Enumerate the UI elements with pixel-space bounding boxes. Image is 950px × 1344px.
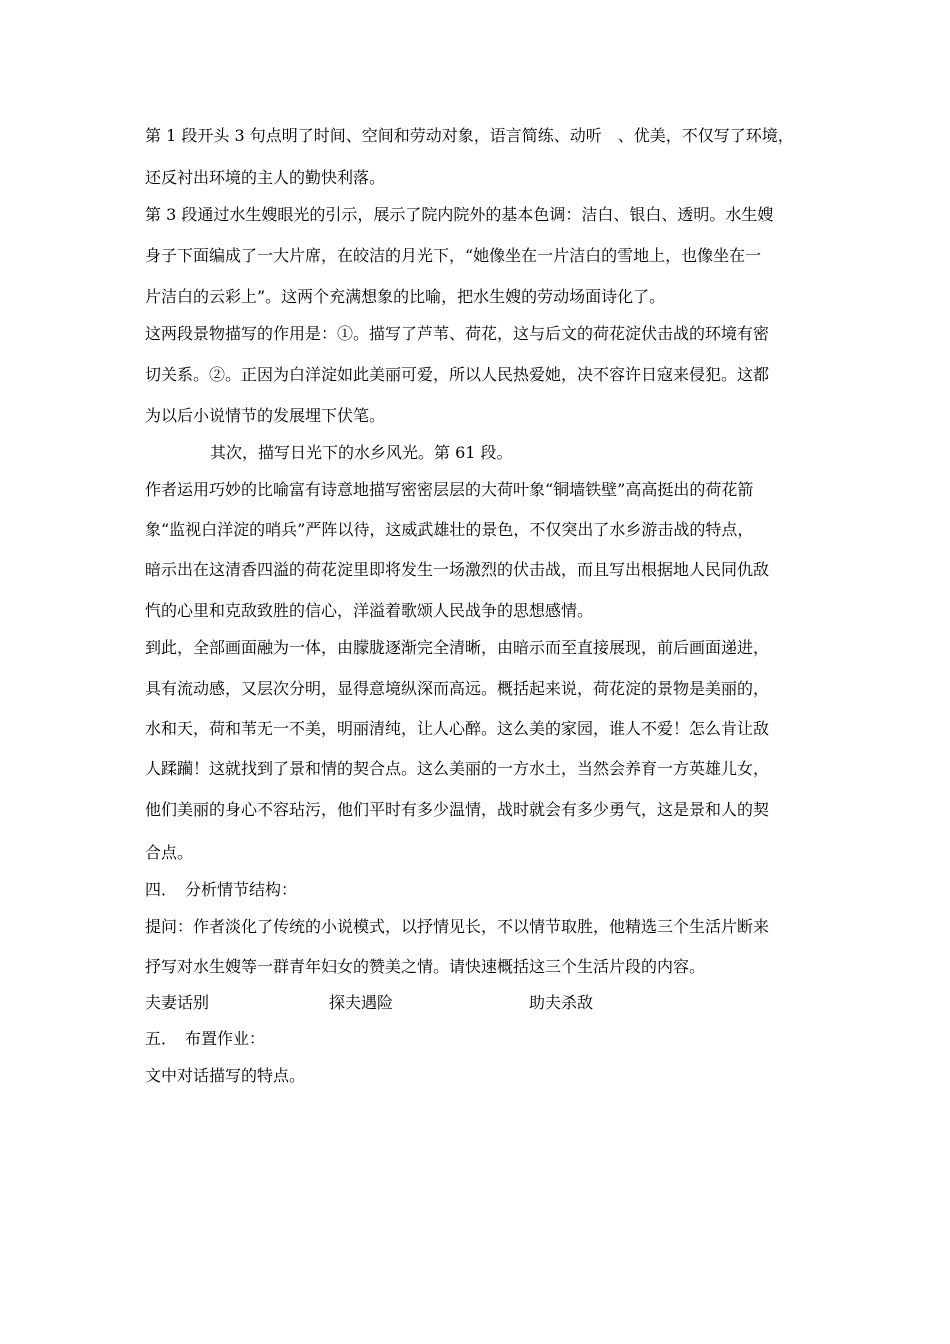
- paragraph-1-line-2: 还反衬出环境的主人的勤快利落。: [145, 168, 386, 187]
- paragraph-3-line-1: 这两段景物描写的作用是：①。描写了芦苇、荷花，这与后文的荷花淀伏击战的环境有密: [145, 324, 770, 343]
- paragraph-2-line-3: 片洁白的云彩上”。这两个充满想象的比喻，把水生嫂的劳动场面诗化了。: [145, 287, 666, 306]
- segment-2: 探夫遇险: [329, 993, 394, 1012]
- paragraph-5-line-2: 象“监视白洋淀的哨兵”严阵以待，这威武雄壮的景色，不仅突出了水乡游击战的特点，: [145, 520, 754, 539]
- homework: 文中对话描写的特点。: [145, 1066, 306, 1085]
- paragraph-6-line-5: 他们美丽的身心不容玷污，他们平时有多少温情，战时就会有多少勇气，这是景和人的契: [145, 800, 770, 819]
- paragraph-3-line-2: 切关系。②。正因为白洋淀如此美丽可爱，所以人民热爱她，决不容许日寇来侵犯。这都: [145, 365, 770, 384]
- paragraph-4: 其次，描写日光下的水乡风光。第 61 段。: [210, 443, 513, 462]
- section-4-heading: 四． 分析情节结构：: [145, 880, 298, 899]
- paragraph-2-line-1: 第 3 段通过水生嫂眼光的引示，展示了院内院外的基本色调：洁白、银白、透明。水生嫂: [145, 205, 774, 224]
- paragraph-6-line-4: 人蹂躏！这就找到了景和情的契合点。这么美丽的一方水土，当然会养育一方英雄儿女，: [145, 759, 770, 778]
- question-line-2: 抒写对水生嫂等一群青年妇女的赞美之情。请快速概括这三个生活片段的内容。: [145, 957, 706, 976]
- paragraph-6-line-1: 到此，全部画面融为一体，由朦胧逐渐完全清晰，由暗示而至直接展现，前后画面递进，: [145, 638, 770, 657]
- paragraph-2-line-2: 身子下面编成了一大片席，在皎洁的月光下，“她像坐在一片洁白的雪地上，也像坐在一: [145, 246, 762, 265]
- paragraph-3-line-3: 为以后小说情节的发展埋下伏笔。: [145, 406, 386, 425]
- paragraph-5-line-1: 作者运用巧妙的比喻富有诗意地描写密密层层的大荷叶象“铜墙铁壁”高高挺出的荷花箭: [145, 480, 754, 499]
- question-line-1: 提问：作者淡化了传统的小说模式，以抒情见长，不以情节取胜，他精选三个生活片断来: [145, 917, 770, 936]
- segment-3: 助夫杀敌: [529, 993, 594, 1012]
- paragraph-6-line-2: 具有流动感，又层次分明，显得意境纵深而高远。概括起来说，荷花淀的景物是美丽的，: [145, 679, 770, 698]
- paragraph-6-line-6: 合点。: [145, 843, 194, 862]
- paragraph-1-line-1: 第 1 段开头 3 句点明了时间、空间和劳动对象，语言简练、动听 、优美，不仅写了环境，: [145, 126, 794, 145]
- section-5-heading: 五． 布置作业：: [145, 1029, 266, 1048]
- paragraph-6-line-3: 水和天，荷和苇无一不美，明丽清纯，让人心醉。这么美的家园，谁人不爱！怎么肯让敌: [145, 719, 770, 738]
- paragraph-5-line-3: 暗示出在这清香四溢的荷花淀里即将发生一场激烈的伏击战，而且写出根据地人民同仇敌: [145, 560, 770, 579]
- segment-1: 夫妻话别: [145, 993, 210, 1012]
- paragraph-5-line-4: 忾的心里和克敌致胜的信心，洋溢着歌颂人民战争的思想感情。: [145, 601, 594, 620]
